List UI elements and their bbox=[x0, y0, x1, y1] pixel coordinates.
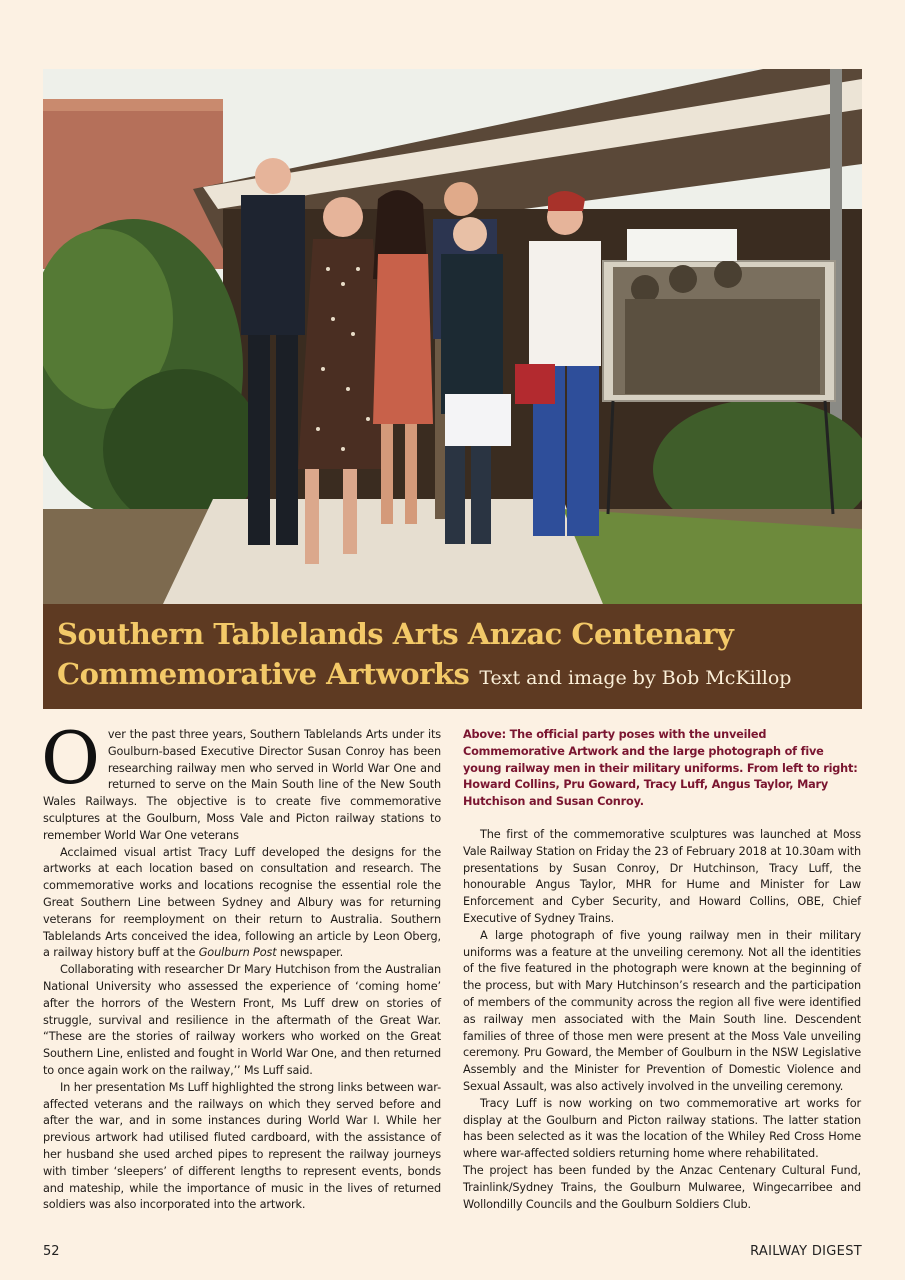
page-number: 52 bbox=[43, 1244, 60, 1259]
paragraph bbox=[41, 716, 441, 845]
paragraph-text: Acclaimed visual artist Tracy Luff developed the designs for the artworks at each location based on consultation and research. The commemorative works and locations recognise the essential role the Great Southern Line between Sydney and Albury was for returning veterans for reemployment on their return to Australia. Southern Tablelands Arts conceived the idea, following an article by Leon Oberg, a railway history buff at the bbox=[43, 845, 441, 960]
title-banner bbox=[43, 604, 862, 709]
magazine-name: RAILWAY DIGEST bbox=[750, 1244, 862, 1259]
byline: Text and image by Bob McKillop bbox=[479, 667, 792, 689]
title-line-1: Southern Tablelands Arts Anzac Centenary bbox=[57, 617, 734, 651]
article-title bbox=[57, 614, 791, 698]
title-line-2 bbox=[57, 654, 791, 698]
title-line-2-text: Commemorative Artworks bbox=[57, 657, 470, 691]
body-column-left bbox=[41, 716, 441, 1214]
paragraph: In her presentation Ms Luff highlighted the strong links between war-affected veterans and the railways on which they served before and after the war, and in some instances during World War I. While her previous artwork had utilised fluted cardboard, with the assistance of her husband she used arched pipes to represent the railway journeys with timber ‘sleepers’ of different lengths to represent events, bonds and mateship, while the importance of music in the lives of returned soldiers was also incorporated into the artwork. bbox=[43, 1080, 441, 1212]
caption-lead: Above: bbox=[463, 728, 506, 741]
drop-cap: O bbox=[41, 716, 100, 800]
paragraph-text: newspaper. bbox=[276, 946, 344, 960]
paragraph-text: ver the past three years, Southern Tablelands Arts under its Goulburn-based Executive Director Susan Conroy has been researching railway men who served in World War One and returned to serve on the Main South line of the New South Wales Railways. The objective is to create five commemorative sculptures at the Goulburn, Moss Vale and Picton railway stations to remember World War One veterans bbox=[43, 728, 441, 842]
photo-caption bbox=[463, 727, 861, 811]
article-photo bbox=[43, 69, 862, 604]
body-column-right bbox=[463, 727, 861, 1213]
paragraph: Tracy Luff is now working on two commemorative art works for display at the Goulburn and Picton railway stations. The latter station has been selected as it was the location of the Whiley Red Cross Home where war-affected soldiers returning home where rehabilitated. bbox=[463, 1096, 861, 1161]
paragraph: The first of the commemorative sculptures was launched at Moss Vale Railway Station on Friday the 23 of February 2018 at 10.30am with presentations by Susan Conroy, Dr Hutchinson, Tracy Luff, the honourable Angus Taylor, MHR for Hume and Minister for Law Enforcement and Cyber Security, and Howard Collins, OBE, Chief Executive of Sydney Trains. bbox=[463, 827, 861, 925]
paragraph bbox=[43, 845, 441, 963]
paragraph: A large photograph of five young railway men in their military uniforms was a feature at the unveiling ceremony. Not all the identities of the five featured in the photograph were known at the beginning of the process, but with Mary Hutchinson’s research and the participation of members of the community across the region all five were identified as railway men associated with the Main South line. Descendent families of three of those men were present at the Moss Vale unveiling ceremony. Pru Goward, the Member of Goulburn in the NSW Legislative Assembly and the Minister for Prevention of Domestic Violence and Sexual Assault, was also actively involved in the unveiling ceremony. bbox=[463, 928, 861, 1093]
paragraph: Collaborating with researcher Dr Mary Hutchison from the Australian National University who assessed the experience of ‘coming home’ after the horrors of the Western Front, Ms Luff drew on stories of struggle, survival and resilience in the aftermath of the Great War. “These are the stories of railway workers who worked on the Great Southern Line, enlisted and fought in World War One, and then returned to once again work on the railway,’’ Ms Luff said. bbox=[43, 963, 441, 1077]
publication-name: Goulburn Post bbox=[198, 946, 277, 960]
paragraph: The project has been funded by the Anzac Centenary Cultural Fund, Trainlink/Sydney Trains, the Goulburn Mulwaree, Wingecarribee and Wollondilly Councils and the Goulburn Soldiers Club. bbox=[463, 1163, 861, 1211]
caption-text: The official party poses with the unveiled Commemorative Artwork and the large photograph of five young railway men in their military uniforms. From left to right: Howard Collins, Pru Goward, Tracy Luff, Angus Taylor, Mary Hutchison and Susan Conroy. bbox=[463, 728, 858, 809]
